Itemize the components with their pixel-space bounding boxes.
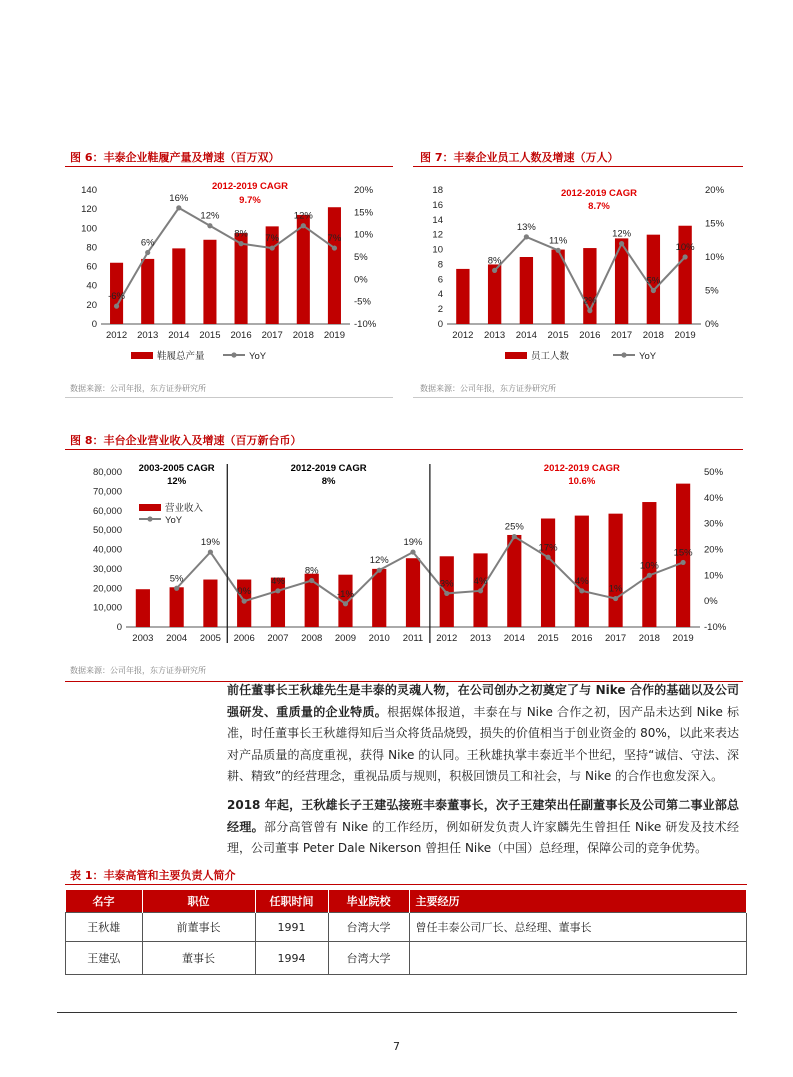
right-axis-tick-label: -10% bbox=[704, 622, 727, 633]
cell-tenure: 1994 bbox=[255, 942, 328, 975]
yoy-data-label: 8% bbox=[304, 565, 319, 577]
right-axis-tick-label: 40% bbox=[704, 492, 724, 504]
x-axis-tick-label: 2017 bbox=[261, 330, 283, 341]
fig8-title-rule bbox=[65, 449, 743, 450]
yoy-data-label: 12% bbox=[369, 555, 389, 567]
yoy-data-label: 10% bbox=[675, 242, 695, 253]
exec-table bbox=[65, 890, 747, 975]
bar-2017 bbox=[608, 514, 622, 627]
left-axis-tick-label: 120 bbox=[81, 204, 97, 216]
table-header-row bbox=[66, 890, 747, 913]
legend-bar-label: 营业收入 bbox=[165, 503, 204, 514]
x-axis-tick-label: 2009 bbox=[334, 633, 357, 644]
bar-2013 bbox=[141, 259, 154, 324]
left-axis-tick-label: 0 bbox=[437, 319, 443, 330]
cell-name: 王建弘 bbox=[66, 942, 143, 975]
x-axis-tick-label: 2014 bbox=[515, 330, 537, 341]
right-axis-tick-label: -5% bbox=[354, 296, 371, 308]
x-axis-tick-label: 2015 bbox=[199, 330, 221, 341]
cell-experience: 曾任丰泰公司厂长、总经理、董事长 bbox=[409, 913, 747, 942]
paragraph-founder bbox=[227, 680, 739, 788]
right-axis-tick-label: 5% bbox=[354, 252, 368, 263]
cell-school: 台湾大学 bbox=[328, 913, 409, 942]
legend-bar-swatch bbox=[505, 352, 527, 359]
x-axis-tick-label: 2019 bbox=[323, 330, 346, 341]
right-axis-tick-label: 0% bbox=[354, 274, 368, 286]
x-axis-tick-label: 2015 bbox=[547, 330, 569, 341]
legend-line-label: YoY bbox=[639, 351, 657, 362]
yoy-point-2015 bbox=[545, 555, 550, 560]
left-axis-tick-label: 10 bbox=[432, 244, 443, 256]
x-axis-tick-label: 2003 bbox=[132, 633, 154, 644]
right-axis-tick-label: 20% bbox=[704, 544, 724, 556]
cell-school: 台湾大学 bbox=[328, 942, 409, 975]
legend-bar-swatch bbox=[139, 504, 161, 511]
cell-experience bbox=[409, 942, 747, 975]
right-axis-tick-label: 50% bbox=[704, 467, 724, 478]
yoy-data-label: 19% bbox=[200, 537, 220, 549]
left-axis-tick-label: 60,000 bbox=[92, 505, 122, 517]
x-axis-tick-label: 2019 bbox=[672, 633, 694, 644]
yoy-point-2013 bbox=[145, 250, 150, 255]
cell-name: 王秋雄 bbox=[66, 913, 143, 942]
yoy-point-2017 bbox=[613, 596, 618, 601]
yoy-point-2018 bbox=[301, 223, 306, 228]
yoy-data-label: 25% bbox=[504, 521, 524, 533]
legend-bar-label: 鞋履总产量 bbox=[157, 351, 205, 362]
bar-2019 bbox=[328, 207, 341, 324]
cagr-annotation-title: 2012-2019 CAGR bbox=[290, 463, 367, 474]
yoy-data-label: 2% bbox=[583, 295, 597, 307]
yoy-point-2010 bbox=[377, 568, 382, 573]
cell-tenure: 1991 bbox=[255, 913, 328, 942]
x-axis-tick-label: 2012 bbox=[105, 330, 128, 341]
bar-2016 bbox=[235, 233, 248, 324]
yoy-data-label: 10% bbox=[639, 560, 659, 572]
yoy-data-label: 4% bbox=[271, 575, 285, 587]
x-axis-tick-label: 2018 bbox=[292, 330, 314, 341]
left-axis-tick-label: 0 bbox=[116, 622, 122, 633]
yoy-point-2014 bbox=[176, 205, 181, 210]
yoy-data-label: 5% bbox=[169, 573, 184, 585]
x-axis-tick-label: 2016 bbox=[579, 330, 601, 341]
paragraph-succession bbox=[227, 795, 739, 860]
yoy-data-label: 12% bbox=[200, 210, 220, 222]
left-axis-tick-label: 0 bbox=[91, 319, 97, 330]
footer-rule bbox=[57, 1012, 737, 1013]
right-axis-tick-label: 10% bbox=[354, 229, 374, 241]
x-axis-tick-label: 2013 bbox=[137, 330, 159, 341]
fig8-source: 数据来源：公司年报，东方证券研究所 bbox=[70, 666, 206, 675]
yoy-point-2009 bbox=[343, 601, 348, 606]
yoy-point-2016 bbox=[238, 241, 243, 246]
left-axis-tick-label: 10,000 bbox=[92, 602, 122, 614]
fig7-source: 数据来源：公司年报，东方证券研究所 bbox=[420, 384, 556, 393]
left-axis-tick-label: 50,000 bbox=[92, 525, 122, 537]
yoy-point-2007 bbox=[275, 588, 280, 593]
yoy-point-2006 bbox=[242, 599, 247, 604]
table-row bbox=[66, 942, 747, 975]
fig6-title: 图 6：丰泰企业鞋履产量及增速（百万双） bbox=[70, 151, 280, 164]
yoy-data-label: 6% bbox=[140, 237, 155, 249]
yoy-point-2005 bbox=[208, 549, 213, 554]
cagr-annotation-value: 9.7% bbox=[239, 195, 261, 206]
x-axis-tick-label: 2013 bbox=[484, 330, 506, 341]
yoy-data-label: 13% bbox=[516, 221, 536, 233]
table1-title: 表 1：丰泰高管和主要负责人简介 bbox=[70, 869, 236, 882]
yoy-data-label: 8% bbox=[234, 228, 248, 240]
left-axis-tick-label: 60 bbox=[86, 261, 97, 273]
fig8-chart bbox=[65, 455, 743, 655]
left-axis-tick-label: 80,000 bbox=[92, 467, 122, 478]
left-axis-tick-label: 12 bbox=[432, 229, 443, 241]
bar-2016 bbox=[575, 516, 589, 627]
right-axis-tick-label: 20% bbox=[705, 185, 725, 196]
yoy-point-2019 bbox=[681, 560, 686, 565]
yoy-data-label: 17% bbox=[538, 542, 558, 554]
x-axis-tick-label: 2017 bbox=[611, 330, 633, 341]
yoy-data-label: 1% bbox=[608, 583, 623, 595]
cagr-annotation-title: 2012-2019 CAGR bbox=[560, 188, 638, 199]
x-axis-tick-label: 2014 bbox=[168, 330, 190, 341]
yoy-data-label: -1% bbox=[337, 588, 354, 600]
yoy-point-2015 bbox=[556, 248, 561, 253]
cell-position: 董事长 bbox=[142, 942, 255, 975]
yoy-data-label: 7% bbox=[327, 233, 342, 245]
left-axis-tick-label: 140 bbox=[81, 185, 97, 196]
bar-2012 bbox=[456, 269, 469, 324]
header-position: 职位 bbox=[142, 890, 255, 913]
yoy-data-label: 15% bbox=[673, 547, 693, 559]
yoy-point-2004 bbox=[174, 586, 179, 591]
cagr-annotation-value: 12% bbox=[167, 476, 187, 487]
yoy-point-2015 bbox=[207, 223, 212, 228]
bar-2018 bbox=[297, 215, 310, 324]
paragraph-succession-bold: 2018 年起，王秋雄长子王建弘接班丰泰董事长，次子王建荣出任副董事长及公司第二事业部总经理。 bbox=[227, 798, 739, 834]
bar-2014 bbox=[507, 535, 521, 627]
yoy-data-label: 5% bbox=[646, 275, 661, 287]
fig7-chart bbox=[413, 172, 743, 372]
x-axis-tick-label: 2004 bbox=[166, 633, 188, 644]
fig6-bottom-rule bbox=[65, 397, 393, 398]
left-axis-tick-label: 2 bbox=[437, 304, 443, 316]
left-axis-tick-label: 14 bbox=[432, 214, 443, 226]
left-axis-tick-label: 80 bbox=[86, 242, 97, 254]
yoy-data-label: -6% bbox=[108, 291, 126, 303]
left-axis-tick-label: 18 bbox=[432, 185, 443, 196]
left-axis-tick-label: 20 bbox=[86, 299, 97, 311]
right-axis-tick-label: 5% bbox=[705, 285, 719, 297]
header-school: 毕业院校 bbox=[328, 890, 409, 913]
x-axis-tick-label: 2013 bbox=[469, 633, 492, 644]
yoy-point-2016 bbox=[579, 588, 584, 593]
cagr-annotation-value: 8% bbox=[321, 476, 336, 487]
x-axis-tick-label: 2018 bbox=[642, 330, 664, 341]
yoy-point-2013 bbox=[492, 268, 497, 273]
bar-2015 bbox=[203, 240, 216, 324]
x-axis-tick-label: 2019 bbox=[674, 330, 696, 341]
paragraph-founder-text: 根据媒体报道，丰泰在与 Nike 合作之初，因产品未达到 Nike 标准，时任董事长王秋雄得知后当众将货品烧毁，损失的价值相当于创业资金的 80%，以此来表达对产品质量的高度重视，获得 Nike 的认同。王秋雄执掌丰泰近半个世纪，坚持“诚信、守法、深耕、精致”的经营理念，重视品质与规则，积极回馈员工和社会，与 Nike 的合作也愈发深入。 bbox=[227, 704, 739, 783]
x-axis-tick-label: 2017 bbox=[605, 633, 627, 644]
right-axis-tick-label: 30% bbox=[704, 518, 724, 530]
fig7-title-rule bbox=[413, 166, 743, 167]
yoy-point-2012 bbox=[444, 591, 449, 596]
right-axis-tick-label: 15% bbox=[354, 207, 374, 219]
right-axis-tick-label: 20% bbox=[354, 185, 374, 196]
right-axis-tick-label: 10% bbox=[705, 252, 725, 263]
right-axis-tick-label: -10% bbox=[354, 319, 377, 330]
yoy-point-2013 bbox=[478, 588, 483, 593]
legend-line-marker bbox=[231, 352, 236, 357]
left-axis-tick-label: 100 bbox=[81, 223, 97, 235]
yoy-point-2019 bbox=[683, 254, 688, 259]
bar-2014 bbox=[520, 257, 533, 324]
yoy-data-label: 8% bbox=[487, 255, 502, 267]
x-axis-tick-label: 2016 bbox=[230, 330, 252, 341]
page-number: 7 bbox=[393, 1040, 400, 1053]
yoy-data-label: 4% bbox=[473, 575, 488, 587]
legend-line-marker bbox=[621, 352, 626, 357]
yoy-point-2019 bbox=[332, 245, 337, 250]
yoy-data-label: 3% bbox=[439, 578, 454, 590]
yoy-point-2008 bbox=[309, 578, 314, 583]
right-axis-tick-label: 0% bbox=[704, 596, 718, 608]
bar-2010 bbox=[372, 569, 386, 627]
fig7-bottom-rule bbox=[413, 397, 743, 398]
left-axis-tick-label: 70,000 bbox=[92, 486, 122, 498]
yoy-data-label: 11% bbox=[548, 235, 568, 247]
left-axis-tick-label: 4 bbox=[437, 289, 443, 301]
right-axis-tick-label: 10% bbox=[704, 570, 724, 582]
bar-2005 bbox=[203, 580, 217, 627]
legend-line-label: YoY bbox=[249, 351, 267, 362]
yoy-data-label: 19% bbox=[403, 537, 423, 549]
fig7-title: 图 7：丰泰企业员工人数及增速（万人） bbox=[420, 151, 619, 164]
left-axis-tick-label: 20,000 bbox=[92, 583, 122, 595]
x-axis-tick-label: 2005 bbox=[199, 633, 221, 644]
yoy-point-2018 bbox=[651, 288, 656, 293]
x-axis-tick-label: 2007 bbox=[267, 633, 289, 644]
fig6-title-rule bbox=[65, 166, 393, 167]
fig6-chart bbox=[65, 172, 393, 372]
left-axis-tick-label: 6 bbox=[437, 274, 443, 286]
x-axis-tick-label: 2010 bbox=[368, 633, 390, 644]
x-axis-tick-label: 2016 bbox=[571, 633, 593, 644]
cell-position: 前董事长 bbox=[142, 913, 255, 942]
table-row bbox=[66, 913, 747, 942]
paragraph-founder-bold: 前任董事长王秋雄先生是丰泰的灵魂人物，在公司创办之初奠定了与 Nike 合作的基础以及公司强研发、重质量的企业特质。 bbox=[227, 683, 739, 719]
bar-2019 bbox=[678, 226, 691, 324]
yoy-point-2017 bbox=[270, 245, 275, 250]
x-axis-tick-label: 2012 bbox=[452, 330, 474, 341]
x-axis-tick-label: 2012 bbox=[436, 633, 458, 644]
bar-2011 bbox=[406, 558, 420, 627]
header-tenure: 任职时间 bbox=[255, 890, 328, 913]
yoy-point-2018 bbox=[647, 573, 652, 578]
left-axis-tick-label: 16 bbox=[432, 199, 443, 211]
legend-bar-label: 员工人数 bbox=[531, 351, 570, 362]
legend-line-label: YoY bbox=[165, 515, 183, 526]
left-axis-tick-label: 40 bbox=[86, 280, 97, 292]
x-axis-tick-label: 2008 bbox=[301, 633, 323, 644]
yoy-data-label: 16% bbox=[169, 192, 189, 204]
yoy-point-2014 bbox=[524, 234, 529, 239]
legend-bar-swatch bbox=[131, 352, 153, 359]
bar-2003 bbox=[136, 589, 150, 627]
left-axis-tick-label: 30,000 bbox=[92, 563, 122, 575]
left-axis-tick-label: 40,000 bbox=[92, 544, 122, 556]
x-axis-tick-label: 2018 bbox=[638, 633, 660, 644]
cagr-annotation-title: 2003-2005 CAGR bbox=[138, 463, 215, 474]
x-axis-tick-label: 2006 bbox=[233, 633, 255, 644]
yoy-point-2012 bbox=[114, 304, 119, 309]
yoy-point-2017 bbox=[619, 241, 624, 246]
cagr-annotation-title: 2012-2019 CAGR bbox=[543, 463, 620, 474]
x-axis-tick-label: 2015 bbox=[537, 633, 559, 644]
right-axis-tick-label: 15% bbox=[705, 218, 725, 230]
fig6-source: 数据来源：公司年报，东方证券研究所 bbox=[70, 384, 206, 393]
yoy-data-label: 7% bbox=[265, 233, 280, 245]
yoy-data-label: 12% bbox=[612, 228, 632, 240]
yoy-point-2014 bbox=[512, 534, 517, 539]
fig8-title: 图 8：丰台企业营业收入及增速（百万新台币） bbox=[70, 434, 302, 447]
x-axis-tick-label: 2011 bbox=[402, 633, 424, 644]
bar-2014 bbox=[172, 248, 185, 324]
bar-2004 bbox=[170, 587, 184, 627]
header-name: 名字 bbox=[66, 890, 143, 913]
right-axis-tick-label: 0% bbox=[705, 319, 719, 330]
yoy-data-label: 0% bbox=[237, 586, 252, 598]
x-axis-tick-label: 2014 bbox=[503, 633, 525, 644]
bar-2013 bbox=[488, 264, 501, 324]
cagr-annotation-value: 10.6% bbox=[568, 476, 596, 487]
legend-line-marker bbox=[147, 516, 152, 521]
bar-2015 bbox=[541, 519, 555, 628]
yoy-point-2016 bbox=[587, 308, 592, 313]
cagr-annotation-title: 2012-2019 CAGR bbox=[211, 181, 289, 192]
yoy-point-2011 bbox=[410, 549, 415, 554]
header-experience: 主要经历 bbox=[409, 890, 747, 913]
yoy-data-label: 4% bbox=[574, 575, 589, 587]
paragraph-succession-text: 部分高管曾有 Nike 的工作经历，例如研发负责人许家麟先生曾担任 Nike 研发及技术经理，公司董事 Peter Dale Nikerson 曾担任 Nike（中国）总经理，保障公司的竞争优势。 bbox=[227, 819, 739, 855]
yoy-data-label: 12% bbox=[293, 210, 313, 222]
left-axis-tick-label: 8 bbox=[437, 259, 443, 271]
table1-title-rule bbox=[65, 884, 747, 885]
cagr-annotation-value: 8.7% bbox=[588, 201, 610, 212]
